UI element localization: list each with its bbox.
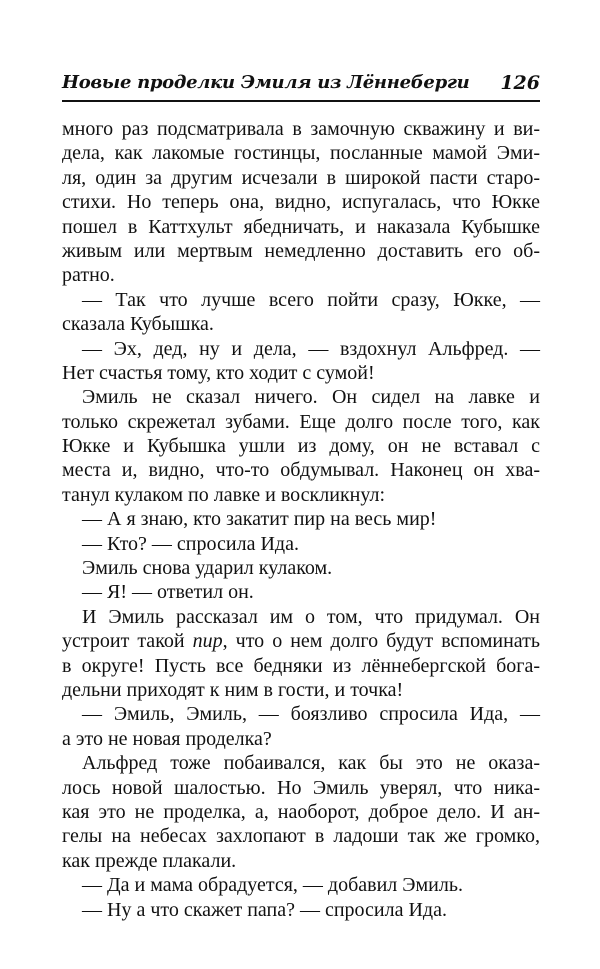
text-line: — Я! — ответил он. xyxy=(82,581,254,604)
text-line: Эмиль не сказал ничего. Он сидел на лавке и xyxy=(82,386,540,409)
text-line: лось новой шалостью. Но Эмиль уверял, что ника- xyxy=(62,776,540,799)
text-line: Альфред тоже побаивался, как бы это не оказа- xyxy=(82,752,540,775)
text-line: — Да и мама обрадуется, — добавил Эмиль. xyxy=(82,874,463,897)
text-line: пошел в Каттхульт ябедничать, и наказала Кубышке xyxy=(62,215,540,238)
text-line: танул кулаком по лавке и воскликнул: xyxy=(62,483,386,506)
text-line: — Так что лучше всего пойти сразу, Юкке, — xyxy=(82,288,540,311)
text-line: устроит такой пир, что о нем долго будут вспоминать xyxy=(62,630,541,653)
text-line: ля, один за другим исчезали в широкой пасти старо- xyxy=(62,166,540,189)
text-line: только скрежетал зубами. Еще долго после того, как xyxy=(62,410,540,433)
text-line: — Эмиль, Эмиль, — боязливо спросила Ида, — xyxy=(82,703,540,726)
text-line: много раз подсматривала в замочную скважину и ви- xyxy=(62,118,540,140)
text-line: — Эх, дед, ну и дела, — вздохнул Альфред. — xyxy=(82,337,540,360)
text-line: Эмиль снова ударил кулаком. xyxy=(82,557,333,580)
text-line: гелы на небесах захлопают в ладоши так же громко, xyxy=(62,825,540,848)
text-line: — Кто? — спросила Ида. xyxy=(82,532,299,555)
text-line: дельни приходят к ним в гости, и точка! xyxy=(62,678,404,701)
text-line: И Эмиль рассказал им о том, что придумал. Он xyxy=(82,605,540,628)
running-title: Новые проделки Эмиля из Лённеберги xyxy=(62,72,470,93)
text-line: а это не новая проделка? xyxy=(62,727,272,750)
page-body-text xyxy=(62,117,540,922)
text-line: — А я знаю, кто закатит пир на весь мир! xyxy=(82,508,437,531)
text-line: кая это не проделка, а, наоборот, доброе дело. И ан- xyxy=(62,800,540,823)
text-line: в округе! Пусть все бедняки из лённебергской бога- xyxy=(62,654,540,677)
text-line: Нет счастья тому, кто ходит с сумой! xyxy=(62,361,375,384)
page-number: 126 xyxy=(500,72,540,94)
text-line: как прежде плакали. xyxy=(62,849,237,872)
text-line: места и, видно, что-то обдумывал. Наконец он хва- xyxy=(62,459,540,482)
text-line: Юкке и Кубышка ушли из дому, он не вставал с xyxy=(62,435,540,458)
text-line: — Ну а что скажет папа? — спросила Ида. xyxy=(82,898,447,921)
emphasis: пир xyxy=(192,630,223,653)
header-rule xyxy=(62,100,540,102)
text-line: ратно. xyxy=(62,264,115,287)
text-line: стихи. Но теперь она, видно, испугалась, что Юкке xyxy=(62,191,540,214)
text-line: живым или мертвым немедленно доставить его об- xyxy=(62,239,540,262)
running-header xyxy=(62,72,540,98)
text-line: дела, как лакомые гостинцы, посланные мамой Эми- xyxy=(62,142,540,165)
text-line: сказала Кубышка. xyxy=(62,313,214,336)
